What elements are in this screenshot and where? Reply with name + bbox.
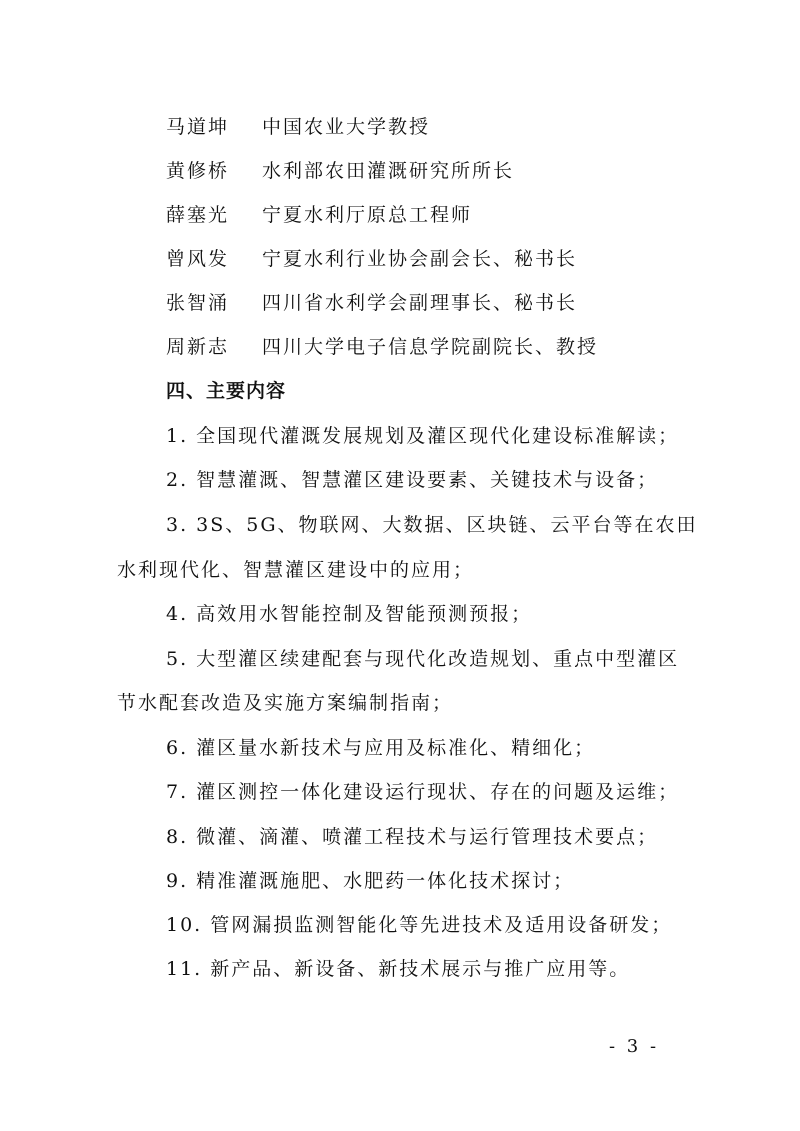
member-name: 薛塞光 <box>166 204 230 226</box>
member-title: 中国农业大学教授 <box>262 116 431 138</box>
content-item: 6. 灌区量水新技术与应用及标准化、精细化； <box>166 737 596 759</box>
member-title: 水利部农田灌溉研究所所长 <box>262 160 515 182</box>
content-item: 4. 高效用水智能控制及智能预测预报； <box>166 603 533 625</box>
member-name: 曾风发 <box>166 248 230 270</box>
content-item-continuation: 节水配套改造及实施方案编制指南； <box>117 692 454 714</box>
content-item: 2. 智慧灌溉、智慧灌区建设要素、关键技术与设备； <box>166 469 659 491</box>
member-title: 四川大学电子信息学院副院长、教授 <box>262 336 599 358</box>
member-name: 黄修桥 <box>166 160 230 182</box>
content-item: 10. 管网漏损监测智能化等先进技术及适用设备研发； <box>166 914 673 936</box>
member-title: 宁夏水利厅原总工程师 <box>262 204 473 226</box>
content-item: 7. 灌区测控一体化建设运行现状、存在的问题及运维； <box>166 781 680 803</box>
section-heading: 四、主要内容 <box>166 380 287 402</box>
member-name: 周新志 <box>166 336 230 358</box>
member-name: 马道坤 <box>166 116 230 138</box>
member-title: 四川省水利学会副理事长、秘书长 <box>262 292 578 314</box>
content-item: 11. 新产品、新设备、新技术展示与推广应用等。 <box>166 958 631 980</box>
content-item: 9. 精准灌溉施肥、水肥药一体化技术探讨； <box>166 870 575 892</box>
content-item: 3. 3S、5G、物联网、大数据、区块链、云平台等在农田 <box>166 514 698 536</box>
member-title: 宁夏水利行业协会副会长、秘书长 <box>262 248 578 270</box>
content-item: 8. 微灌、滴灌、喷灌工程技术与运行管理技术要点； <box>166 826 659 848</box>
page-number: - 3 - <box>609 1036 660 1057</box>
content-item-continuation: 水利现代化、智慧灌区建设中的应用； <box>117 559 475 581</box>
content-item: 1. 全国现代灌溉发展规划及灌区现代化建设标准解读； <box>166 425 680 447</box>
content-item: 5. 大型灌区续建配套与现代化改造规划、重点中型灌区 <box>166 648 680 670</box>
member-name: 张智涌 <box>166 292 230 314</box>
